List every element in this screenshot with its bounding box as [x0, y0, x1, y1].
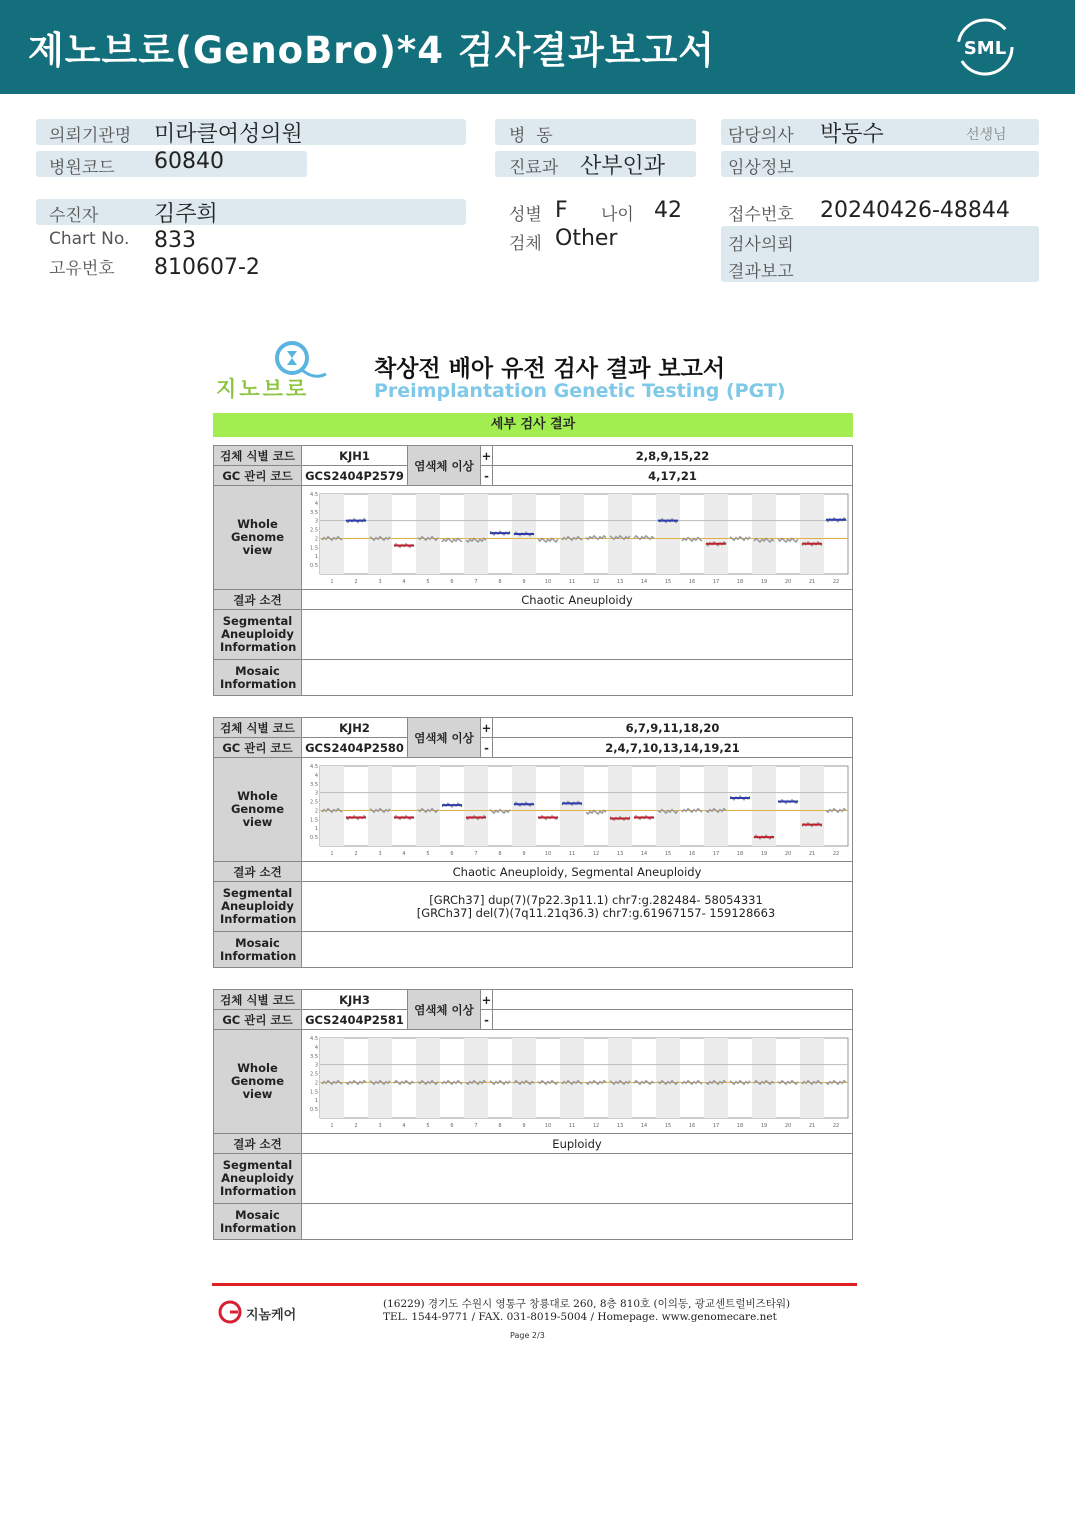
chromosome-band	[464, 766, 488, 846]
x-tick-label: 2	[354, 851, 358, 857]
y-tick-label: 3.5	[310, 1053, 318, 1060]
request-label: 검사의뢰	[728, 235, 794, 255]
x-tick-label: 5	[426, 1123, 430, 1129]
patient-label: 수진자	[49, 206, 99, 226]
x-tick-label: 15	[664, 1123, 672, 1129]
doctor-label: 담당의사	[728, 126, 794, 146]
ward-label: 병 동	[509, 126, 553, 146]
x-tick-label: 19	[760, 851, 768, 857]
id-row	[214, 446, 853, 466]
chromosome-band	[608, 1038, 632, 1118]
segmental-value	[302, 1154, 853, 1204]
x-tick-label: 3	[378, 851, 382, 857]
y-tick-label: 3.5	[310, 781, 318, 788]
chromosome-band	[656, 494, 680, 574]
segmental-label-text: Segmental Aneuploidy Information	[220, 886, 297, 926]
chromosome-band	[608, 494, 632, 574]
y-tick-label: 1.5	[310, 1089, 318, 1096]
chromosome-band	[416, 1038, 440, 1118]
x-tick-label: 5	[426, 851, 430, 857]
genome-plot	[302, 758, 852, 858]
x-tick-label: 7	[474, 851, 478, 857]
mosaic-label-text: Mosaic Information	[220, 1207, 297, 1235]
x-tick-label: 1	[330, 579, 334, 585]
receipt-label: 접수번호	[728, 205, 794, 225]
chromosome-band	[512, 1038, 536, 1118]
mosaic-label	[214, 660, 302, 696]
chromosome-band	[800, 1038, 824, 1118]
id-label: 검체 식별 코드	[214, 446, 302, 466]
genome-plot-cell	[302, 486, 853, 590]
genome-plot-cell	[302, 1030, 853, 1134]
y-tick-label: 1.5	[310, 817, 318, 824]
x-tick-label: 22	[832, 851, 840, 857]
hospital-code-label: 병원코드	[49, 158, 115, 178]
loss-sign: -	[481, 738, 493, 758]
finding-value: Chaotic Aneuploidy, Segmental Aneuploidy	[302, 862, 853, 882]
chromosome-band	[320, 494, 344, 574]
x-tick-label: 22	[832, 1123, 840, 1129]
x-tick-label: 11	[568, 1123, 576, 1129]
gc-code: GCS2404P2580	[302, 738, 408, 758]
x-tick-label: 12	[592, 851, 600, 857]
result-label: 결과보고	[728, 262, 794, 282]
y-tick-label: 1	[314, 1098, 318, 1105]
segmental-label	[214, 610, 302, 660]
gc-row	[214, 1010, 853, 1030]
x-tick-label: 4	[402, 579, 406, 585]
x-tick-label: 18	[736, 579, 744, 585]
footer-contact: TEL. 1544-9771 / FAX. 031-8019-5004 / Homepage. www.genomecare.net	[383, 1311, 777, 1323]
finding-value: Euploidy	[302, 1134, 853, 1154]
mosaic-value	[302, 660, 853, 696]
x-tick-label: 7	[474, 579, 478, 585]
y-tick-label: 2	[314, 1080, 318, 1087]
report-title: 착상전 배아 유전 검사 결과 보고서	[374, 356, 726, 382]
y-tick-label: 4.5	[310, 1036, 318, 1042]
sample-id: KJH1	[302, 446, 408, 466]
x-tick-label: 16	[688, 579, 696, 585]
sample-id: KJH3	[302, 990, 408, 1010]
y-tick-label: 3.5	[310, 509, 318, 516]
x-tick-label: 9	[522, 851, 526, 857]
chromosome-band	[704, 1038, 728, 1118]
x-tick-label: 8	[498, 1123, 502, 1129]
age-label: 나이	[601, 205, 634, 225]
x-tick-label: 21	[808, 579, 816, 585]
segmental-label-text: Segmental Aneuploidy Information	[220, 1158, 297, 1198]
chromosome-band	[416, 766, 440, 846]
specimen-label: 검체	[509, 234, 542, 254]
finding-label: 결과 소견	[214, 862, 302, 882]
x-tick-label: 18	[736, 851, 744, 857]
y-tick-label: 4	[314, 772, 318, 779]
loss-sign: -	[481, 466, 493, 486]
chromosome-band	[464, 494, 488, 574]
x-tick-label: 6	[450, 579, 454, 585]
wgv-label	[214, 486, 302, 590]
genomecare-logo-icon	[218, 1300, 242, 1324]
institution-value: 미라클여성의원	[154, 122, 303, 147]
y-tick-label: 4.5	[310, 764, 318, 770]
x-tick-label: 12	[592, 1123, 600, 1129]
y-tick-label: 2	[314, 536, 318, 543]
sex-label: 성별	[509, 205, 542, 225]
x-tick-label: 22	[832, 579, 840, 585]
x-tick-label: 11	[568, 579, 576, 585]
x-tick-label: 8	[498, 579, 502, 585]
x-tick-label: 12	[592, 579, 600, 585]
x-tick-label: 20	[784, 579, 792, 585]
segmental-value	[302, 610, 853, 660]
gc-row	[214, 738, 853, 758]
segmental-line-1: [GRCh37] dup(7)(7p22.3p11.1) chr7:g.282484- 58054331	[429, 892, 763, 907]
chromosome-band	[752, 766, 776, 846]
x-tick-label: 10	[544, 851, 552, 857]
x-tick-label: 16	[688, 851, 696, 857]
finding-value: Chaotic Aneuploidy	[302, 590, 853, 610]
y-tick-label: 2.5	[310, 799, 318, 806]
clinical-label: 임상정보	[728, 158, 794, 178]
gain-chromosomes	[493, 990, 853, 1010]
loss-chromosomes: 4,17,21	[493, 466, 853, 486]
finding-label: 결과 소견	[214, 1134, 302, 1154]
institution-label: 의뢰기관명	[49, 126, 132, 146]
y-tick-label: 2.5	[310, 1071, 318, 1078]
chromosome-band	[320, 1038, 344, 1118]
aneuploidy-label: 염색체 이상	[408, 446, 481, 486]
chromosome-band	[608, 766, 632, 846]
x-tick-label: 8	[498, 851, 502, 857]
chromosome-band	[416, 494, 440, 574]
wgv-label	[214, 758, 302, 862]
y-tick-label: 1.5	[310, 545, 318, 552]
chromosome-band	[752, 1038, 776, 1118]
sample-block	[213, 989, 853, 1240]
unique-label: 고유번호	[49, 259, 115, 279]
segmental-line-2: [GRCh37] del(7)(7q11.21q36.3) chr7:g.61967157- 159128663	[416, 905, 776, 920]
y-tick-label: 0.5	[310, 835, 318, 842]
mosaic-label	[214, 1204, 302, 1240]
id-row	[214, 990, 853, 1010]
sample-block	[213, 717, 853, 968]
chromosome-band	[464, 1038, 488, 1118]
y-tick-label: 0.5	[310, 563, 318, 570]
x-tick-label: 6	[450, 1123, 454, 1129]
chromosome-band	[368, 1038, 392, 1118]
id-label: 검체 식별 코드	[214, 990, 302, 1010]
gc-label: GC 관리 코드	[214, 1010, 302, 1030]
y-tick-label: 3	[314, 790, 318, 797]
chromosome-band	[560, 1038, 584, 1118]
footer-divider	[212, 1283, 857, 1286]
wgv-label	[214, 1030, 302, 1134]
x-tick-label: 1	[330, 851, 334, 857]
y-tick-label: 2	[314, 808, 318, 815]
id-row	[214, 718, 853, 738]
chromosome-band	[704, 494, 728, 574]
chromosome-band	[656, 1038, 680, 1118]
mosaic-label-text: Mosaic Information	[220, 935, 297, 963]
y-tick-label: 4	[314, 500, 318, 507]
mosaic-label-text: Mosaic Information	[220, 663, 297, 691]
segmental-value	[302, 882, 853, 932]
mosaic-label	[214, 932, 302, 968]
x-tick-label: 19	[760, 579, 768, 585]
x-tick-label: 20	[784, 1123, 792, 1129]
x-tick-label: 13	[616, 1123, 624, 1129]
sample-id: KJH2	[302, 718, 408, 738]
dept-value: 산부인과	[580, 154, 666, 179]
x-tick-label: 7	[474, 1123, 478, 1129]
x-tick-label: 17	[712, 1123, 720, 1129]
x-tick-label: 11	[568, 851, 576, 857]
x-tick-label: 13	[616, 851, 624, 857]
finding-label: 결과 소견	[214, 590, 302, 610]
aneuploidy-label: 염색체 이상	[408, 990, 481, 1030]
y-tick-label: 1	[314, 826, 318, 833]
x-tick-label: 21	[808, 851, 816, 857]
gc-code: GCS2404P2579	[302, 466, 408, 486]
chromosome-band	[752, 494, 776, 574]
genome-plot-cell	[302, 758, 853, 862]
gain-sign: +	[481, 446, 493, 466]
y-tick-label: 3	[314, 518, 318, 525]
sex-value: F	[555, 198, 568, 223]
sml-logo-text: SML	[963, 38, 1007, 59]
x-tick-label: 3	[378, 579, 382, 585]
x-tick-label: 16	[688, 1123, 696, 1129]
wgv-label-text: Whole Genome view	[230, 517, 285, 557]
aneuploidy-label: 염색체 이상	[408, 718, 481, 758]
gain-sign: +	[481, 990, 493, 1010]
hospital-code-value: 60840	[154, 149, 224, 174]
x-tick-label: 4	[402, 851, 406, 857]
patient-row	[36, 199, 466, 225]
x-tick-label: 3	[378, 1123, 382, 1129]
chart-value: 833	[154, 228, 196, 253]
x-tick-label: 10	[544, 579, 552, 585]
chromosome-band	[368, 494, 392, 574]
segmental-label-text: Segmental Aneuploidy Information	[220, 614, 297, 654]
chromosome-band	[320, 766, 344, 846]
patient-value: 김주희	[154, 202, 218, 227]
y-tick-label: 2.5	[310, 527, 318, 534]
mosaic-value	[302, 932, 853, 968]
loss-chromosomes	[493, 1010, 853, 1030]
unique-value: 810607-2	[154, 255, 260, 280]
x-tick-label: 14	[640, 1123, 648, 1129]
x-tick-label: 18	[736, 1123, 744, 1129]
page-number: Page 2/3	[510, 1331, 545, 1340]
x-tick-label: 5	[426, 579, 430, 585]
loss-sign: -	[481, 1010, 493, 1030]
x-tick-label: 9	[522, 579, 526, 585]
section-header: 세부 검사 결과	[213, 413, 853, 437]
loss-chromosomes: 2,4,7,10,13,14,19,21	[493, 738, 853, 758]
specimen-value: Other	[555, 226, 618, 251]
report-subtitle: Preimplantation Genetic Testing (PGT)	[374, 380, 786, 402]
receipt-value: 20240426-48844	[820, 198, 1010, 223]
y-tick-label: 1	[314, 554, 318, 561]
chromosome-band	[368, 766, 392, 846]
x-tick-label: 6	[450, 851, 454, 857]
y-tick-label: 4	[314, 1044, 318, 1051]
chromosome-band	[704, 766, 728, 846]
genobro-logo-text: 지노브로	[216, 377, 310, 401]
chromosome-band	[800, 766, 824, 846]
x-tick-label: 14	[640, 851, 648, 857]
genome-plot	[302, 486, 852, 586]
sml-logo	[954, 16, 1016, 78]
gc-code: GCS2404P2581	[302, 1010, 408, 1030]
x-tick-label: 14	[640, 579, 648, 585]
mosaic-value	[302, 1204, 853, 1240]
x-tick-label: 9	[522, 1123, 526, 1129]
x-tick-label: 17	[712, 851, 720, 857]
id-label: 검체 식별 코드	[214, 718, 302, 738]
doctor-suffix: 선생님	[966, 127, 1007, 143]
x-tick-label: 21	[808, 1123, 816, 1129]
doctor-value: 박동수	[820, 122, 884, 147]
footer-address: (16229) 경기도 수원시 영통구 창룡대로 260, 8층 810호 (이의동, 광교센트럴비즈타워)	[383, 1298, 791, 1310]
gc-row	[214, 466, 853, 486]
x-tick-label: 17	[712, 579, 720, 585]
x-tick-label: 4	[402, 1123, 406, 1129]
chart-label: Chart No.	[49, 229, 130, 249]
segmental-label	[214, 1154, 302, 1204]
y-tick-label: 3	[314, 1062, 318, 1069]
genome-plot	[302, 1030, 852, 1130]
chromosome-band	[656, 766, 680, 846]
sample-block	[213, 445, 853, 696]
age-value: 42	[654, 198, 682, 223]
y-tick-label: 0.5	[310, 1107, 318, 1114]
x-tick-label: 10	[544, 1123, 552, 1129]
x-tick-label: 1	[330, 1123, 334, 1129]
dept-label: 진료과	[509, 158, 559, 178]
chromosome-band	[800, 494, 824, 574]
x-tick-label: 13	[616, 579, 624, 585]
gain-chromosomes: 2,8,9,15,22	[493, 446, 853, 466]
y-tick-label: 4.5	[310, 492, 318, 498]
wgv-label-text: Whole Genome view	[230, 1061, 285, 1101]
header-bar	[0, 0, 1075, 94]
x-tick-label: 19	[760, 1123, 768, 1129]
x-tick-label: 2	[354, 579, 358, 585]
footer-address-block	[383, 1298, 790, 1324]
x-tick-label: 15	[664, 851, 672, 857]
x-tick-label: 2	[354, 1123, 358, 1129]
segmental-label	[214, 882, 302, 932]
gc-label: GC 관리 코드	[214, 738, 302, 758]
footer-company: 지놈케어	[246, 1308, 297, 1323]
gain-chromosomes: 6,7,9,11,18,20	[493, 718, 853, 738]
page-title: 제노브로(GenoBro)*4 검사결과보고서	[28, 29, 716, 72]
wgv-label-text: Whole Genome view	[230, 789, 285, 829]
x-tick-label: 15	[664, 579, 672, 585]
x-tick-label: 20	[784, 851, 792, 857]
gc-label: GC 관리 코드	[214, 466, 302, 486]
gain-sign: +	[481, 718, 493, 738]
chromosome-band	[560, 494, 584, 574]
